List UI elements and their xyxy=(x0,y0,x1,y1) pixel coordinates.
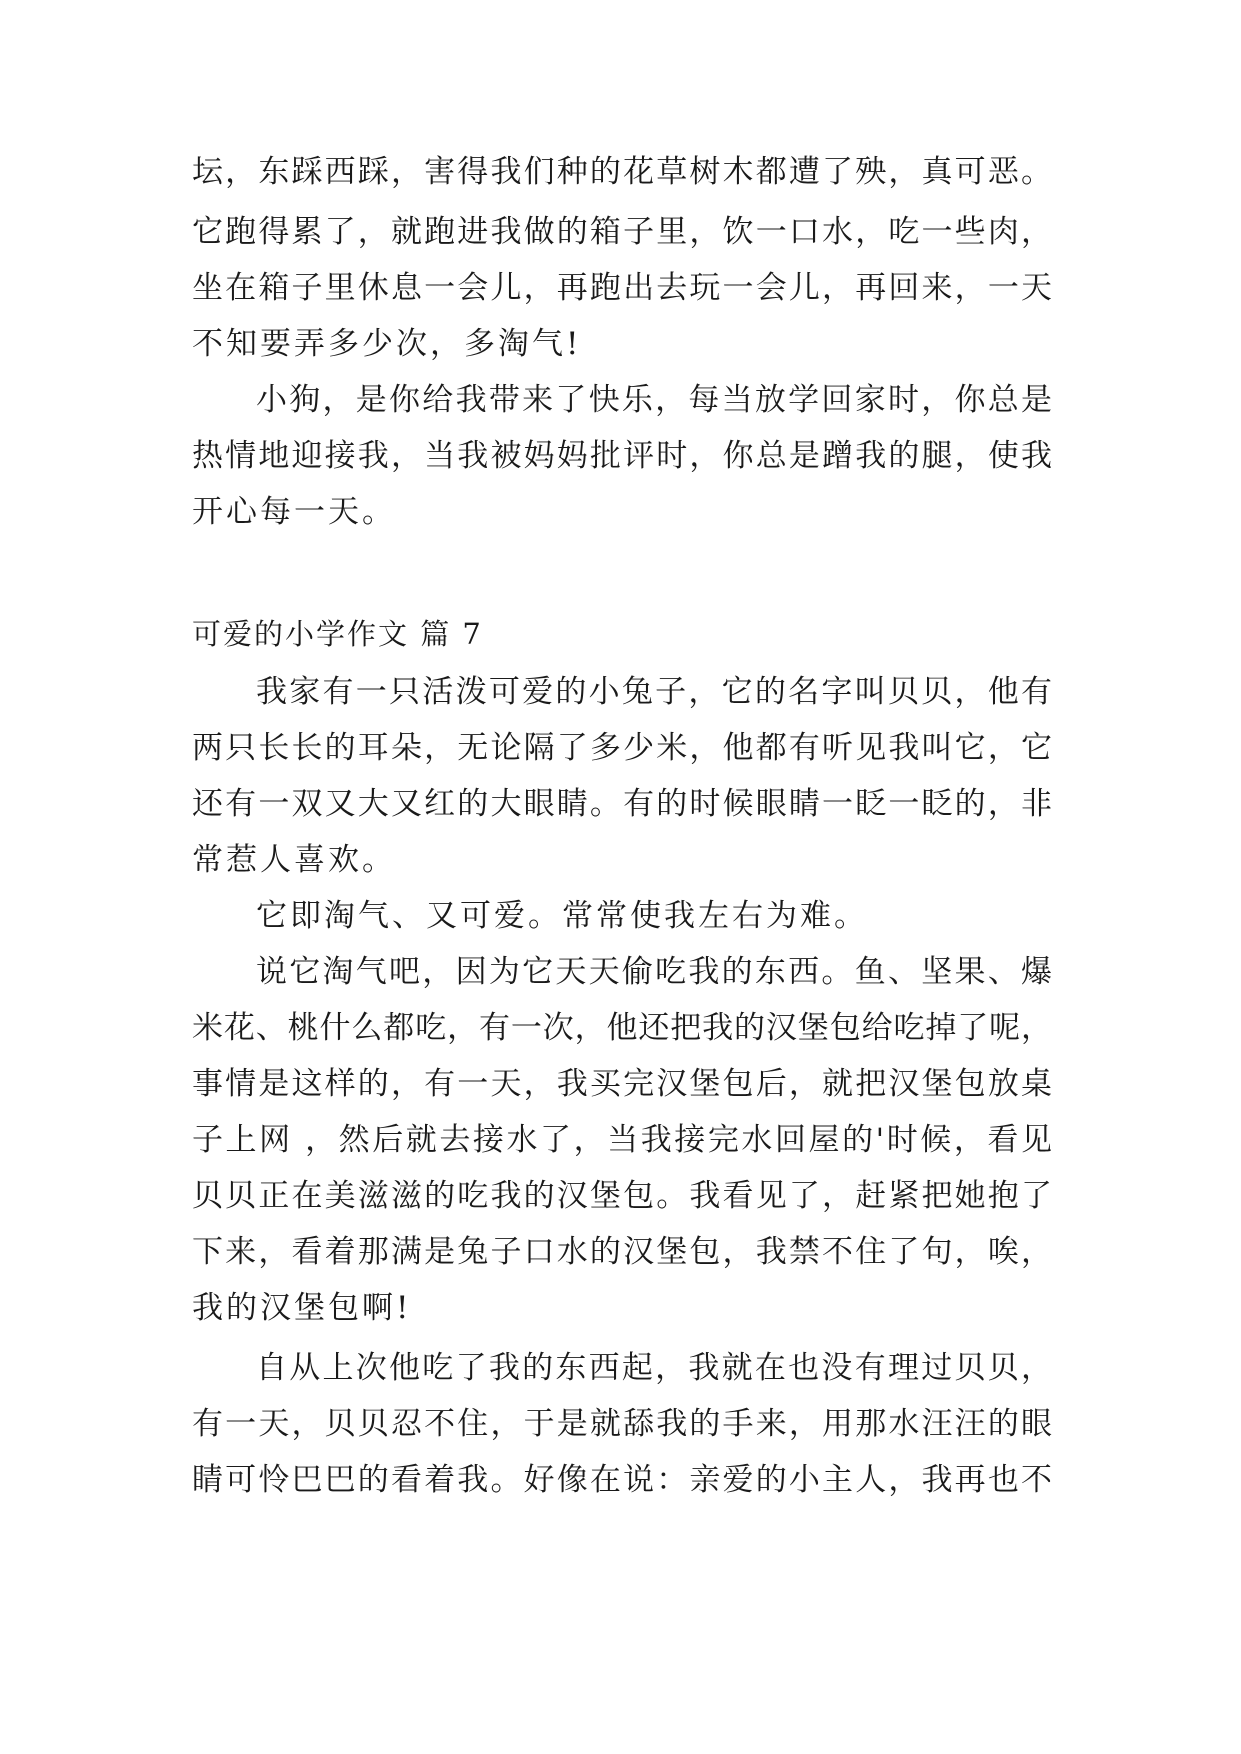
text-line: 还有一双又大又红的大眼睛。有的时候眼睛一眨一眨的，非 xyxy=(192,786,1052,822)
text-line: 坐在箱子里休息一会儿，再跑出去玩一会儿，再回来，一天 xyxy=(192,270,1052,306)
text-line: 贝贝正在美滋滋的吃我的汉堡包。我看见了，赶紧把她抱了 xyxy=(192,1178,1052,1214)
text-line: 常惹人喜欢。 xyxy=(192,842,396,878)
text-line: 子上网 ，然后就去接水了，当我接完水回屋的'时候，看见 xyxy=(192,1122,1052,1158)
text-line: 我的汉堡包啊! xyxy=(192,1290,412,1326)
text-line: 坛，东踩西踩，害得我们种的花草树木都遭了殃，真可恶。 xyxy=(192,154,1052,190)
text-line: 事情是这样的，有一天，我买完汉堡包后，就把汉堡包放桌 xyxy=(192,1066,1052,1102)
text-line: 两只长长的耳朵，无论隔了多少米，他都有听见我叫它，它 xyxy=(192,730,1052,766)
text-line: 自从上次他吃了我的东西起，我就在也没有理过贝贝， xyxy=(256,1350,1052,1386)
text-line: 下来，看着那满是兔子口水的汉堡包，我禁不住了句，唉， xyxy=(192,1234,1052,1270)
text-line: 我家有一只活泼可爱的小兔子，它的名字叫贝贝，他有 xyxy=(256,674,1052,710)
text-line: 睛可怜巴巴的看着我。好像在说：亲爱的小主人，我再也不 xyxy=(192,1462,1052,1498)
text-line: 它即淘气、又可爱。常常使我左右为难。 xyxy=(256,898,868,934)
text-line: 说它淘气吧，因为它天天偷吃我的东西。鱼、坚果、爆 xyxy=(256,954,1052,990)
text-line: 小狗，是你给我带来了快乐，每当放学回家时，你总是 xyxy=(256,382,1052,418)
section-heading: 可爱的小学作文 篇 7 xyxy=(192,617,483,651)
text-line: 热情地迎接我，当我被妈妈批评时，你总是蹭我的腿，使我 xyxy=(192,438,1052,474)
text-line: 不知要弄多少次，多淘气! xyxy=(192,326,582,362)
text-line: 它跑得累了，就跑进我做的箱子里，饮一口水，吃一些肉， xyxy=(192,214,1052,250)
text-line: 米花、桃什么都吃，有一次，他还把我的汉堡包给吃掉了呢， xyxy=(192,1010,1052,1046)
text-line: 有一天，贝贝忍不住，于是就舔我的手来，用那水汪汪的眼 xyxy=(192,1406,1052,1442)
text-line: 开心每一天。 xyxy=(192,494,396,530)
